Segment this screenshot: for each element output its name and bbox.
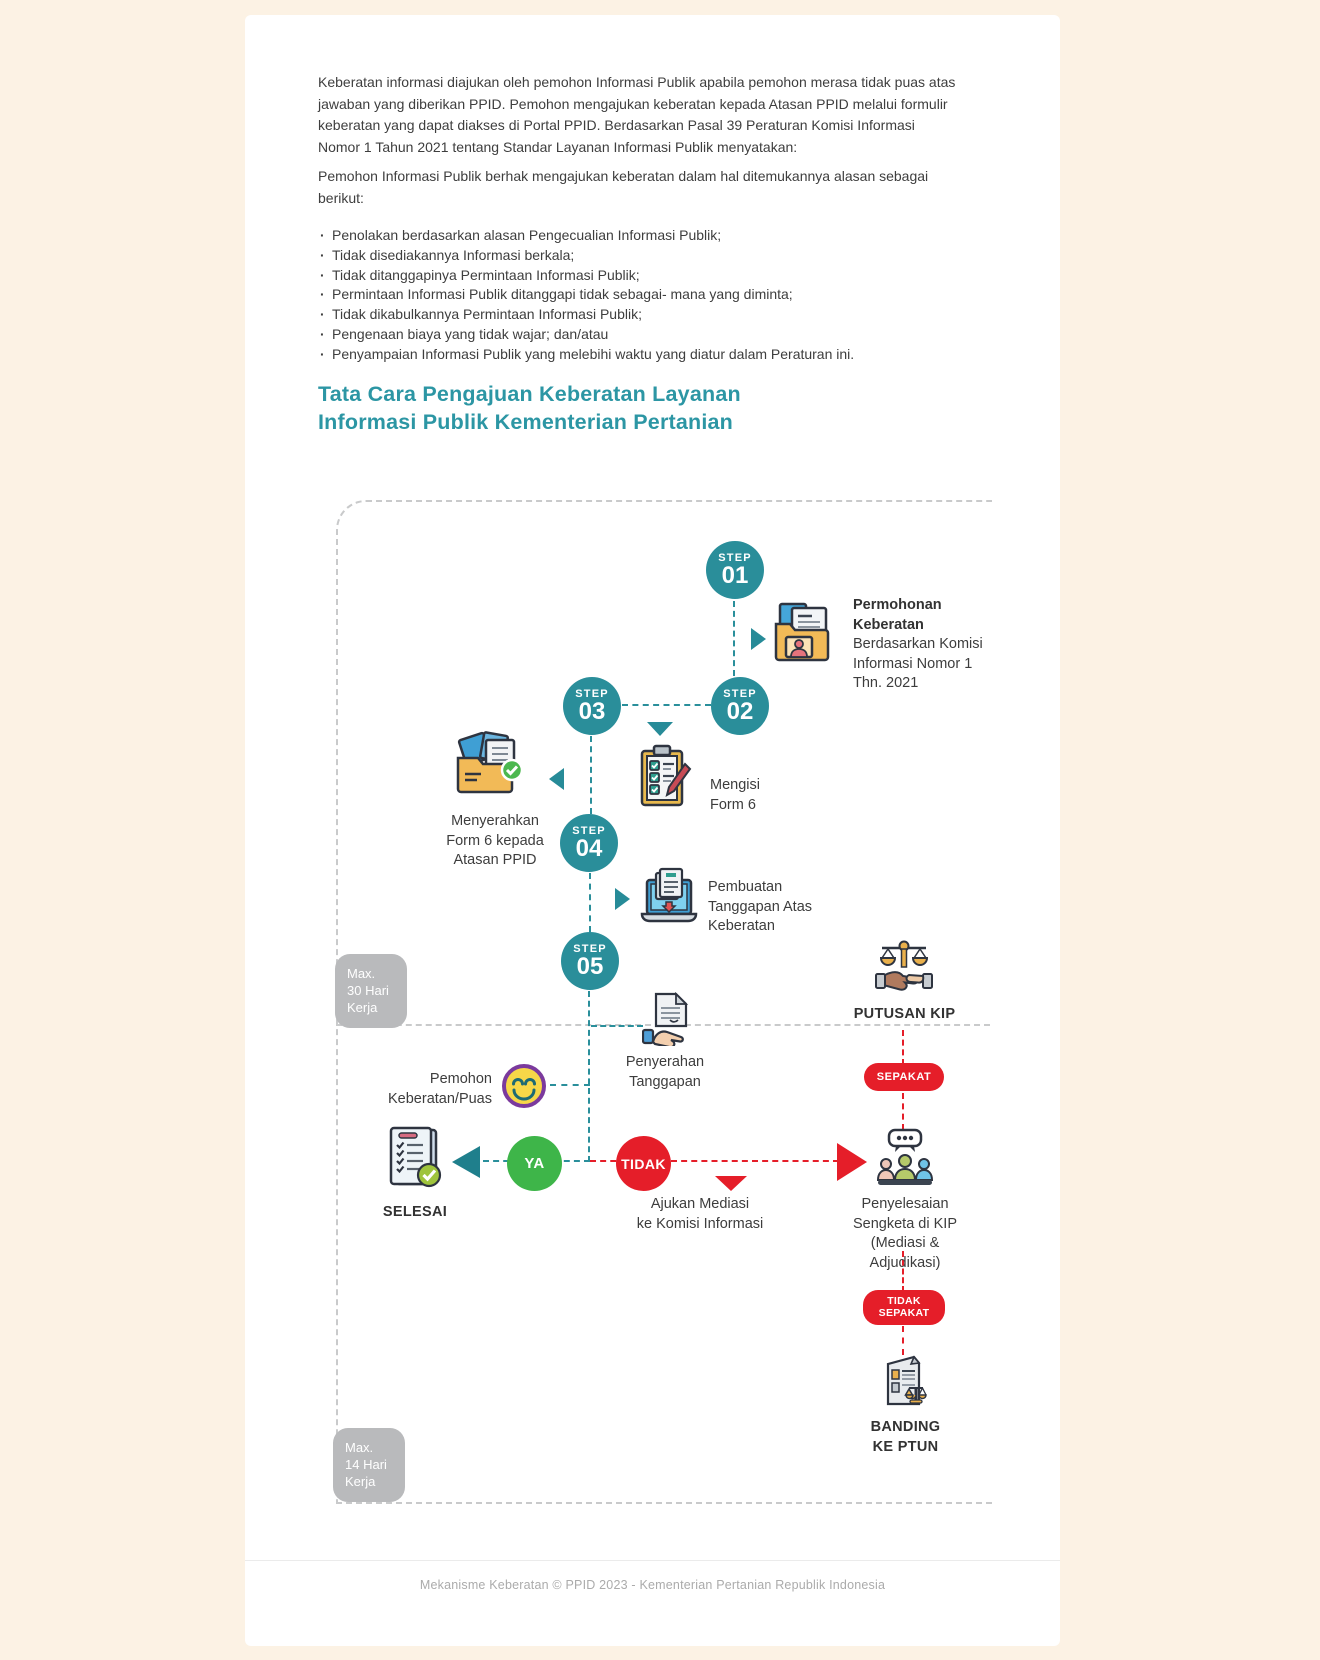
connector-to-penyerahan-icon [591, 1025, 643, 1027]
arrow-right-to-laptop-icon [615, 888, 630, 910]
label-line: Menyerahkan [451, 813, 539, 829]
page-title-line: Tata Cara Pengajuan Keberatan Layanan [318, 382, 741, 406]
step-label: STEP [718, 551, 752, 564]
list-item: · Penolakan berdasarkan alasan Pengecualian Informasi Publik; [318, 226, 968, 246]
list-item: · Penyampaian Informasi Publik yang melebihi waktu yang diatur dalam Peraturan ini. [318, 345, 968, 365]
list-item: · Tidak disediakannya Informasi berkala; [318, 246, 968, 266]
label-line: Informasi Nomor 1 [853, 655, 973, 672]
label-line: Thn. 2021 [853, 675, 919, 691]
label-line: Form 6 kepada [446, 832, 544, 849]
step-number: 01 [721, 561, 749, 589]
connector-sepakat-mediation [902, 1093, 904, 1130]
label-line: Form 6 [710, 796, 756, 813]
badge-line: Kerja [345, 1474, 376, 1489]
step-label: STEP [572, 824, 606, 837]
label-line: KE PTUN [872, 1438, 939, 1455]
laptop-document-icon [638, 866, 700, 926]
step-circle-02 [711, 677, 769, 735]
badge-line: SEPAKAT [878, 1306, 930, 1319]
folder-documents-icon [772, 600, 834, 664]
label-line: Keberatan [853, 616, 924, 633]
pembuatan-label [708, 878, 812, 937]
step-number: 03 [578, 697, 606, 725]
connector-step4-step5 [589, 873, 591, 932]
label-line: Sengketa di KIP [853, 1215, 957, 1232]
arrow-left-to-folder-icon [549, 768, 564, 790]
label-line: Pembuatan [708, 879, 783, 895]
arrow-down-to-form-icon [647, 722, 673, 736]
connector-step3-step4 [590, 736, 592, 814]
arrow-left-to-selesai-icon [452, 1146, 480, 1178]
ajukan-mediasi-label [628, 1195, 772, 1234]
step-circle-03 [563, 677, 621, 735]
arrow-right-to-permohonan-icon [751, 628, 766, 650]
page-title-line: Informasi Publik Kementerian Pertanian [318, 410, 734, 434]
putusan-kip-label: PUTUSAN KIP [853, 1006, 956, 1022]
arrow-right-to-mediation-icon [837, 1143, 867, 1181]
step-label: STEP [575, 687, 609, 700]
label-line: Tanggapan Atas [708, 898, 813, 915]
label-line: Berdasarkan Komisi [853, 636, 983, 652]
banding-ptun-label [858, 1418, 953, 1457]
label-line: Atasan PPID [453, 852, 537, 868]
decision-ya: YA [507, 1136, 562, 1191]
step-label: STEP [573, 942, 607, 955]
menyerahkan-label [425, 812, 565, 871]
page-title [318, 380, 741, 436]
badge-line: Kerja [347, 1000, 378, 1015]
intro-paragraph-1: Keberatan informasi diajukan oleh pemohon Informasi Publik apabila pemohon merasa tidak puas atas jawaban yang diberikan PPID. Pemohon mengajukan keberatan kepada Atasan PPID melalui formulir keberatan yang dapat diakses di Portal PPID. Berdasarkan Pasal 39 Peraturan Komisi Informasi Nomor 1 Tahun 2021 tentang Standar Layanan Informasi Publik menyatakan: [318, 74, 956, 155]
badge-line: 14 Hari [345, 1457, 387, 1472]
label-line: Penyerahan [625, 1054, 705, 1070]
badge-line: Max. [347, 966, 376, 981]
label-line: (Mediasi & Adjudikasi) [869, 1235, 941, 1271]
tidak-sepakat-badge [863, 1290, 945, 1325]
penyerahan-label [605, 1053, 725, 1092]
max-14-days-badge [333, 1428, 405, 1502]
label-line: BANDING [870, 1419, 941, 1435]
selesai-checklist-icon [384, 1124, 446, 1194]
connector-step2-step3 [622, 704, 711, 706]
step-number: 02 [726, 697, 754, 725]
arrow-down-ajukan-mediasi [715, 1176, 747, 1191]
connector-tidaksepakat-banding [902, 1326, 904, 1355]
label-line: Mengisi [710, 777, 760, 793]
selesai-label: SELESAI [382, 1204, 448, 1220]
pemohon-label [370, 1070, 492, 1109]
step-number: 04 [575, 834, 603, 862]
label-line: Permohonan [853, 597, 942, 613]
badge-line: Max. [345, 1440, 374, 1455]
folder-check-icon [450, 728, 528, 802]
penyelesaian-label [836, 1195, 974, 1273]
decision-tidak: TIDAK [616, 1136, 671, 1191]
footer-text: Mekanisme Keberatan © PPID 2023 - Kementerian Pertanian Republik Indonesia [419, 1578, 886, 1592]
step-label: STEP [723, 687, 757, 700]
label-line: Ajukan Mediasi [650, 1196, 750, 1212]
reason-list [318, 226, 968, 365]
step-circle-04 [560, 814, 618, 872]
connector-to-smiley-icon [550, 1084, 590, 1086]
label-line: Tanggapan [629, 1073, 701, 1090]
max-30-days-badge [335, 954, 407, 1028]
sepakat-badge: SEPAKAT [864, 1063, 944, 1091]
label-line: Keberatan/Puas [388, 1090, 492, 1107]
mediation-meeting-icon [874, 1128, 936, 1192]
mengisi-form-label [710, 776, 760, 815]
scales-handshake-icon [874, 936, 934, 1006]
list-item: · Permintaan Informasi Publik ditanggapi tidak sebagai- mana yang diminta; [318, 285, 968, 305]
step-circle-01 [706, 541, 764, 599]
smiley-face-icon [500, 1062, 548, 1110]
label-line: Pemohon [429, 1071, 492, 1087]
list-item: · Pengenaan biaya yang tidak wajar; dan/atau [318, 325, 968, 345]
footer-divider [245, 1560, 1060, 1561]
badge-line: TIDAK [887, 1295, 921, 1307]
checklist-form-icon [638, 743, 692, 809]
connector-putusan-sepakat [902, 1030, 904, 1065]
permohonan-label [853, 596, 983, 694]
list-item: · Tidak ditanggapinya Permintaan Informasi Publik; [318, 266, 968, 286]
label-line: Keberatan [708, 918, 775, 934]
label-line: Penyelesaian [861, 1196, 949, 1212]
badge-line: 30 Hari [347, 983, 389, 998]
banding-ptun-icon [876, 1354, 932, 1414]
step-circle-05 [561, 932, 619, 990]
hand-document-icon [642, 992, 696, 1046]
connector-step5-decision [588, 991, 590, 1162]
connector-step1-step2 [733, 601, 735, 676]
list-item: · Tidak dikabulkannya Permintaan Informasi Publik; [318, 305, 968, 325]
intro-paragraph-2: Pemohon Informasi Publik berhak mengajukan keberatan dalam hal ditemukannya alasan sebagai berikut: [318, 168, 929, 206]
step-number: 05 [576, 952, 604, 980]
label-line: ke Komisi Informasi [636, 1215, 764, 1232]
